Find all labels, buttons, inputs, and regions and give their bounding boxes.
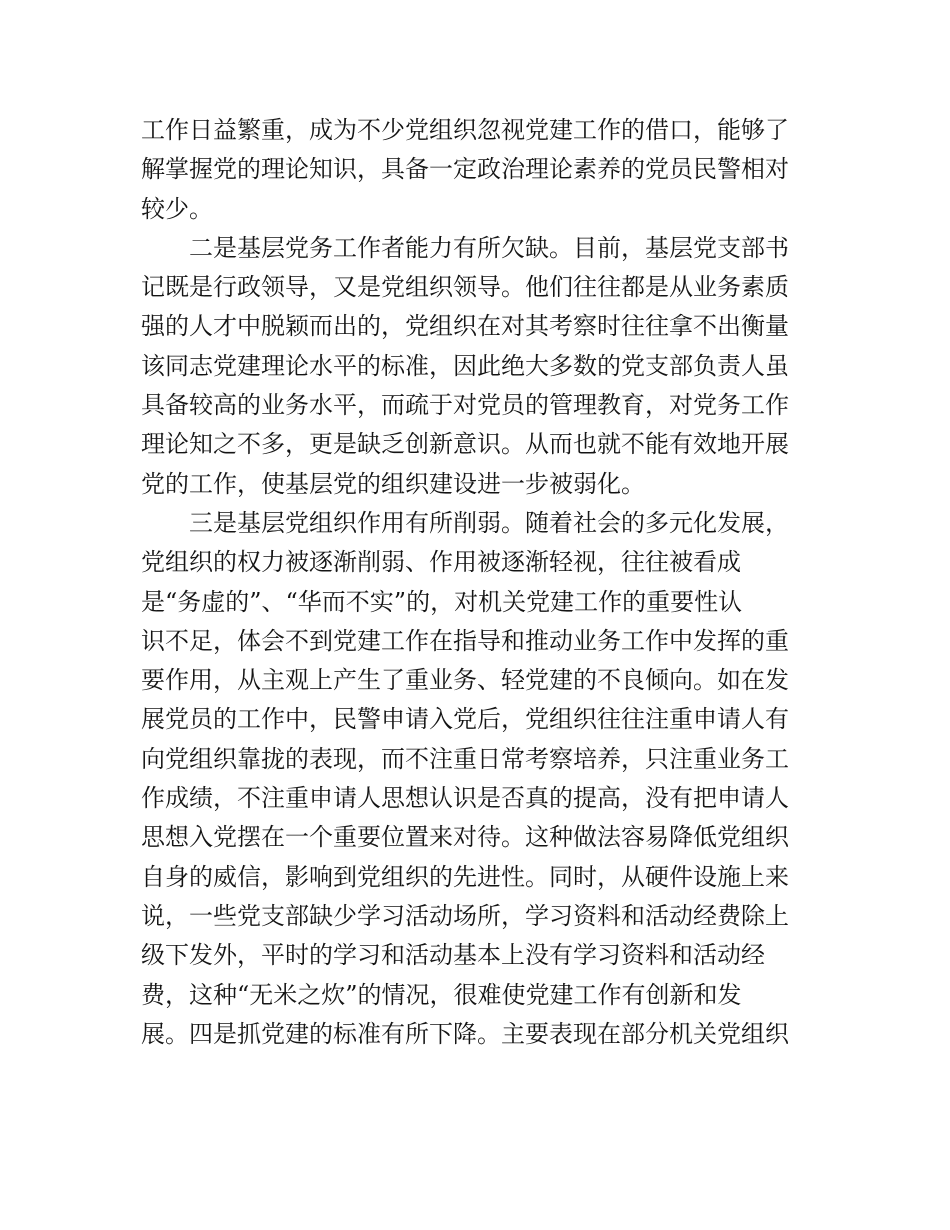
body-text	[141, 111, 821, 1054]
text-line: 自身的威信，影响到党组织的先进性。同时，从硬件设施上来	[141, 862, 789, 891]
text-line: 费，这种“无米之炊”的情况，很难使党建工作有创新和发	[141, 980, 742, 1009]
text-line: 具备较高的业务水平，而疏于对党员的管理教育，对党务工作	[141, 391, 789, 420]
text-line: 较少。	[141, 194, 213, 223]
text-line: 理论知之不多，更是缺乏创新意识。从而也就不能有效地开展	[141, 430, 789, 459]
text-line: 向党组织靠拢的表现，而不注重日常考察培养，只注重业务工	[141, 744, 789, 773]
text-line: 要作用，从主观上产生了重业务、轻党建的不良倾向。如在发	[141, 666, 789, 695]
text-line: 展党员的工作中，民警申请入党后，党组织往往注重申请人有	[141, 705, 789, 734]
text-line: 级下发外，平时的学习和活动基本上没有学习资料和活动经	[141, 941, 765, 970]
text-line: 解掌握党的理论知识，具备一定政治理论素养的党员民警相对	[141, 155, 789, 184]
text-line: 记既是行政领导，又是党组织领导。他们往往都是从业务素质	[141, 273, 789, 302]
paragraph-start-line: 二是基层党务工作者能力有所欠缺。目前，基层党支部书	[189, 233, 789, 262]
text-line: 作成绩，不注重申请人思想认识是否真的提高，没有把申请人	[141, 784, 789, 813]
text-line: 工作日益繁重，成为不少党组织忽视党建工作的借口，能够了	[141, 116, 789, 144]
text-line: 展。四是抓党建的标准有所下降。主要表现在部分机关党组织	[141, 1019, 789, 1048]
text-line: 该同志党建理论水平的标准，因此绝大多数的党支部负责人虽	[141, 351, 789, 380]
text-line: 党的工作，使基层党的组织建设进一步被弱化。	[141, 469, 645, 498]
text-line: 思想入党摆在一个重要位置来对待。这种做法容易降低党组织	[141, 823, 789, 852]
text-line: 强的人才中脱颖而出的，党组织在对其考察时往往拿不出衡量	[141, 312, 789, 341]
text-line: 党组织的权力被逐渐削弱、作用被逐渐轻视，往往被看成	[141, 548, 741, 577]
text-line: 识不足，体会不到党建工作在指导和推动业务工作中发挥的重	[141, 626, 789, 655]
paragraph-start-line: 三是基层党组织作用有所削弱。随着社会的多元化发展，	[189, 508, 789, 537]
text-line: 说，一些党支部缺少学习活动场所，学习资料和活动经费除上	[141, 901, 789, 930]
text-line: 是“务虚的”、“华而不实”的，对机关党建工作的重要性认	[141, 587, 743, 616]
